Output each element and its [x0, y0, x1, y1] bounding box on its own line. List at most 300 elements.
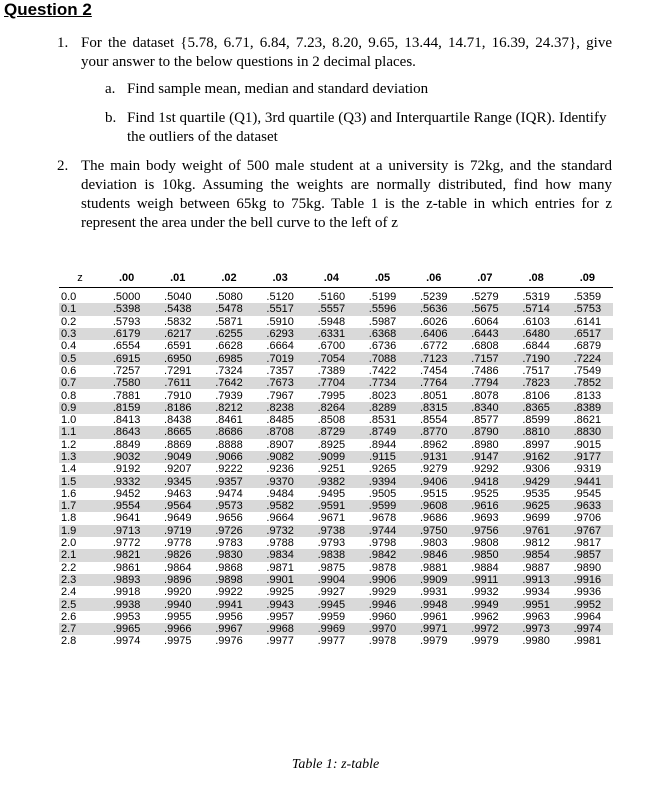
probability-cell: .9452	[112, 487, 141, 500]
probability-cell: .7549	[573, 364, 602, 377]
probability-cell: .9957	[266, 610, 294, 623]
table-row	[59, 365, 613, 377]
probability-cell: .7088	[357, 352, 408, 364]
probability-cell: .9474	[215, 487, 243, 500]
probability-cell: .9906	[357, 574, 408, 586]
z-value-cell: 1.5	[59, 475, 101, 487]
probability-cell: .9965	[101, 623, 152, 635]
probability-cell: .9960	[368, 610, 397, 623]
probability-cell: .9726	[203, 525, 254, 537]
table-row	[59, 512, 613, 524]
probability-cell: .9066	[203, 451, 254, 463]
z-table-header: .00	[101, 268, 152, 288]
probability-cell: .9904	[306, 574, 357, 586]
probability-cell: .7357	[266, 364, 294, 377]
probability-cell: .9251	[317, 463, 346, 476]
probability-cell: .9946	[357, 598, 408, 610]
table-row	[59, 623, 613, 635]
question-1a-letter: a.	[105, 81, 116, 97]
probability-cell: .8413	[112, 414, 141, 427]
probability-cell: .8888	[215, 438, 243, 451]
probability-cell: .8962	[419, 438, 448, 451]
probability-cell: .9463	[164, 487, 192, 500]
question-1a	[105, 80, 613, 99]
probability-cell: .9686	[419, 512, 448, 525]
probability-cell: .9656	[215, 512, 243, 525]
z-value-cell: 2.5	[59, 598, 101, 610]
probability-cell: .9901	[255, 574, 306, 586]
probability-cell: .6443	[459, 328, 510, 340]
probability-cell: .7257	[112, 364, 141, 377]
question-heading: Question 2	[4, 0, 92, 19]
probability-cell: .9515	[419, 487, 448, 500]
question-1-number: 1.	[57, 35, 69, 51]
probability-cell: .9972	[459, 623, 510, 635]
probability-cell: .9778	[164, 537, 192, 550]
probability-cell: .9929	[368, 586, 397, 599]
probability-cell: .9808	[471, 537, 499, 550]
z-table-header: .04	[306, 268, 357, 288]
probability-cell: .9871	[266, 561, 294, 574]
z-table-header: z	[59, 268, 101, 288]
z-value-cell: 1.1	[59, 426, 101, 438]
probability-cell: .9608	[408, 500, 459, 512]
probability-cell: .9279	[419, 463, 448, 476]
probability-cell: .9292	[471, 463, 499, 476]
probability-cell: .8869	[164, 438, 192, 451]
probability-cell: .9951	[511, 598, 562, 610]
probability-cell: .6591	[164, 340, 192, 353]
z-value-cell: 2.6	[61, 610, 77, 623]
probability-cell: .9956	[215, 610, 243, 623]
probability-cell: .8686	[203, 426, 254, 438]
probability-cell: .9573	[203, 500, 254, 512]
probability-cell: .7454	[419, 364, 448, 377]
table-row	[59, 598, 613, 610]
question-1b-text: Find 1st quartile (Q1), 3rd quartile (Q3) and Interquartile Range (IQR). Identify the outliers of the dataset	[127, 110, 607, 145]
probability-cell: .5040	[164, 291, 192, 304]
probability-cell: .9222	[215, 463, 243, 476]
probability-cell: .9693	[471, 512, 499, 525]
probability-cell: .9898	[203, 574, 254, 586]
probability-cell: .5239	[419, 291, 448, 304]
probability-cell: .8531	[368, 414, 397, 427]
probability-cell: .9850	[459, 549, 510, 561]
probability-cell: .6217	[152, 328, 203, 340]
probability-cell: .9332	[101, 475, 152, 487]
probability-cell: .8980	[471, 438, 499, 451]
table-row	[59, 414, 613, 426]
z-table-header: .07	[459, 268, 510, 288]
z-value-cell: 0.0	[61, 291, 77, 304]
probability-cell: .9750	[408, 525, 459, 537]
probability-cell: .9706	[573, 512, 602, 525]
probability-cell: .9821	[101, 549, 152, 561]
probability-cell: .8577	[471, 414, 499, 427]
probability-cell: .5359	[573, 291, 602, 304]
probability-cell: .8643	[101, 426, 152, 438]
z-table-header: .05	[357, 268, 408, 288]
probability-cell: .9868	[215, 561, 243, 574]
probability-cell: .9971	[408, 623, 459, 635]
probability-cell: .9345	[152, 475, 203, 487]
probability-cell: .6480	[511, 328, 562, 340]
probability-cell: .9932	[471, 586, 499, 599]
probability-cell: .9977	[266, 635, 294, 648]
probability-cell: .8461	[215, 414, 243, 427]
z-value-cell: 0.6	[61, 364, 77, 377]
probability-cell: .8708	[255, 426, 306, 438]
probability-cell: .9357	[203, 475, 254, 487]
probability-cell: .9319	[573, 463, 602, 476]
table-row	[59, 586, 613, 598]
probability-cell: .9934	[522, 586, 550, 599]
probability-cell: .9767	[562, 525, 613, 537]
probability-cell: .7123	[408, 352, 459, 364]
probability-cell: .7673	[255, 377, 306, 389]
z-table-header: .08	[511, 268, 562, 288]
question-1-text: For the dataset {5.78, 6.71, 6.84, 7.23, 8.20, 9.65, 13.44, 14.71, 16.39, 24.37}, give your answer to the below questions in 2 decimal places.	[81, 35, 612, 70]
probability-cell: .9893	[101, 574, 152, 586]
z-value-cell: 1.2	[61, 438, 77, 451]
probability-cell: .9015	[573, 438, 602, 451]
table-row	[59, 377, 613, 389]
probability-cell: .9979	[419, 635, 448, 648]
z-table-header-row	[59, 268, 613, 288]
probability-cell: .9970	[357, 623, 408, 635]
probability-cell: .9049	[152, 451, 203, 463]
probability-cell: .9979	[471, 635, 499, 648]
probability-cell: .9881	[419, 561, 448, 574]
table-row	[59, 328, 613, 340]
probability-cell: .9952	[562, 598, 613, 610]
question-1	[57, 34, 612, 72]
probability-cell: .6331	[306, 328, 357, 340]
table-row	[59, 574, 613, 586]
probability-cell: .6664	[266, 340, 294, 353]
table-row	[59, 402, 613, 414]
probability-cell: .7486	[471, 364, 499, 377]
probability-cell: .5000	[112, 291, 141, 304]
probability-cell: .9505	[368, 487, 397, 500]
probability-cell: .9394	[357, 475, 408, 487]
question-2-number: 2.	[57, 158, 69, 174]
probability-cell: .6808	[471, 340, 499, 353]
probability-cell: .6950	[152, 352, 203, 364]
probability-cell: .9945	[306, 598, 357, 610]
table-row	[59, 303, 613, 315]
probability-cell: .9147	[459, 451, 510, 463]
probability-cell: .5319	[522, 291, 550, 304]
z-value-cell: 1.8	[61, 512, 77, 525]
z-table-header: .09	[562, 268, 613, 288]
table-row	[59, 451, 613, 463]
probability-cell: .8485	[266, 414, 294, 427]
probability-cell: .7389	[317, 364, 346, 377]
probability-cell: .8810	[511, 426, 562, 438]
question-1a-text: Find sample mean, median and standard deviation	[127, 81, 429, 97]
probability-cell: .9699	[522, 512, 550, 525]
probability-cell: .9966	[152, 623, 203, 635]
probability-cell: .7764	[408, 377, 459, 389]
probability-cell: .7054	[306, 352, 357, 364]
probability-cell: .9955	[164, 610, 192, 623]
probability-cell: .9306	[522, 463, 550, 476]
probability-cell: .8997	[522, 438, 550, 451]
probability-cell: .9936	[573, 586, 602, 599]
probability-cell: .6293	[255, 328, 306, 340]
probability-cell: .9793	[317, 537, 346, 550]
probability-cell: .9177	[562, 451, 613, 463]
probability-cell: .9082	[255, 451, 306, 463]
probability-cell: .5596	[357, 303, 408, 315]
probability-cell: .9967	[203, 623, 254, 635]
probability-cell: .7910	[164, 389, 192, 402]
z-value-cell: 2.7	[59, 623, 101, 635]
probability-cell: .9236	[266, 463, 294, 476]
probability-cell: .6368	[357, 328, 408, 340]
probability-cell: .9974	[562, 623, 613, 635]
table-row	[59, 611, 613, 623]
probability-cell: .6255	[203, 328, 254, 340]
probability-cell: .9616	[459, 500, 510, 512]
probability-cell: .9838	[306, 549, 357, 561]
z-value-cell: 0.9	[59, 402, 101, 414]
probability-cell: .7823	[511, 377, 562, 389]
z-value-cell: 0.5	[59, 352, 101, 364]
probability-cell: .9884	[471, 561, 499, 574]
probability-cell: .9909	[408, 574, 459, 586]
probability-cell: .7517	[522, 364, 550, 377]
probability-cell: .9875	[317, 561, 346, 574]
probability-cell: .6103	[522, 315, 550, 328]
probability-cell: .8729	[306, 426, 357, 438]
probability-cell: .6141	[573, 315, 602, 328]
probability-cell: .9664	[266, 512, 294, 525]
probability-cell: .8749	[357, 426, 408, 438]
table-row	[59, 316, 613, 328]
probability-cell: .7967	[266, 389, 294, 402]
probability-cell: .9931	[419, 586, 448, 599]
probability-cell: .7995	[317, 389, 346, 402]
probability-cell: .5987	[368, 315, 397, 328]
z-value-cell: 1.4	[61, 463, 77, 476]
probability-cell: .9890	[573, 561, 602, 574]
probability-cell: .8830	[562, 426, 613, 438]
probability-cell: .7422	[368, 364, 397, 377]
probability-cell: .9265	[368, 463, 397, 476]
z-value-cell: 2.1	[59, 549, 101, 561]
probability-cell: .5557	[306, 303, 357, 315]
probability-cell: .9713	[101, 525, 152, 537]
probability-cell: .7611	[152, 377, 203, 389]
probability-cell: .9953	[112, 610, 141, 623]
probability-cell: .9192	[112, 463, 141, 476]
z-value-cell: 2.4	[61, 586, 77, 599]
probability-cell: .9962	[471, 610, 499, 623]
probability-cell: .9783	[215, 537, 243, 550]
probability-cell: .8508	[317, 414, 346, 427]
probability-cell: .9949	[459, 598, 510, 610]
z-value-cell: 1.6	[61, 487, 77, 500]
probability-cell: .7642	[203, 377, 254, 389]
probability-cell: .9938	[101, 598, 152, 610]
probability-cell: .5199	[368, 291, 397, 304]
probability-cell: .8770	[408, 426, 459, 438]
probability-cell: .9370	[255, 475, 306, 487]
table-row	[59, 488, 613, 500]
probability-cell: .6406	[408, 328, 459, 340]
probability-cell: .9948	[408, 598, 459, 610]
probability-cell: .9922	[215, 586, 243, 599]
probability-cell: .8849	[112, 438, 141, 451]
probability-cell: .9732	[255, 525, 306, 537]
probability-cell: .8238	[255, 402, 306, 414]
probability-cell: .9964	[573, 610, 602, 623]
probability-cell: .9591	[306, 500, 357, 512]
probability-cell: .9943	[255, 598, 306, 610]
z-value-cell: 1.7	[59, 500, 101, 512]
probability-cell: .6179	[101, 328, 152, 340]
table-row	[59, 439, 613, 451]
probability-cell: .9798	[368, 537, 397, 550]
probability-cell: .9803	[419, 537, 448, 550]
probability-cell: .5517	[255, 303, 306, 315]
probability-cell: .9671	[317, 512, 346, 525]
probability-cell: .6026	[419, 315, 448, 328]
probability-cell: .7852	[562, 377, 613, 389]
table-caption: Table 1: z-table	[291, 757, 380, 772]
probability-cell: .8438	[164, 414, 192, 427]
probability-cell: .9887	[522, 561, 550, 574]
probability-cell: .9861	[112, 561, 141, 574]
probability-cell: .6915	[101, 352, 152, 364]
probability-cell: .9842	[357, 549, 408, 561]
probability-cell: .9641	[112, 512, 141, 525]
probability-cell: .9633	[562, 500, 613, 512]
probability-cell: .5871	[215, 315, 243, 328]
table-row	[59, 475, 613, 487]
probability-cell: .9115	[357, 451, 408, 463]
probability-cell: .5636	[408, 303, 459, 315]
probability-cell: .9207	[164, 463, 192, 476]
table-row	[59, 288, 613, 304]
probability-cell: .7881	[112, 389, 141, 402]
table-row	[59, 635, 613, 647]
probability-cell: .9963	[522, 610, 550, 623]
probability-cell: .9864	[164, 561, 192, 574]
probability-cell: .9974	[112, 635, 141, 648]
probability-cell: .5675	[459, 303, 510, 315]
probability-cell: .9975	[164, 635, 192, 648]
probability-cell: .9846	[408, 549, 459, 561]
probability-cell: .9554	[101, 500, 152, 512]
probability-cell: .6517	[562, 328, 613, 340]
table-row	[59, 463, 613, 475]
probability-cell: .8133	[573, 389, 602, 402]
probability-cell: .8186	[152, 402, 203, 414]
probability-cell: .9913	[511, 574, 562, 586]
probability-cell: .9738	[306, 525, 357, 537]
probability-cell: .7734	[357, 377, 408, 389]
probability-cell: .9911	[459, 574, 510, 586]
probability-cell: .9678	[368, 512, 397, 525]
probability-cell: .7190	[511, 352, 562, 364]
probability-cell: .9969	[306, 623, 357, 635]
probability-cell: .9788	[266, 537, 294, 550]
z-value-cell: 0.8	[61, 389, 77, 402]
z-table	[59, 268, 613, 648]
probability-cell: .9429	[511, 475, 562, 487]
probability-cell: .9525	[471, 487, 499, 500]
probability-cell: .9162	[511, 451, 562, 463]
z-value-cell: 2.3	[59, 574, 101, 586]
z-value-cell: 1.3	[59, 451, 101, 463]
probability-cell: .8599	[522, 414, 550, 427]
probability-cell: .6628	[215, 340, 243, 353]
probability-cell: .9625	[511, 500, 562, 512]
probability-cell: .9959	[317, 610, 346, 623]
z-table-header: .02	[203, 268, 254, 288]
z-value-cell: 2.8	[61, 635, 77, 648]
probability-cell: .9826	[152, 549, 203, 561]
table-row	[59, 389, 613, 401]
probability-cell: .5910	[266, 315, 294, 328]
probability-cell: .9564	[152, 500, 203, 512]
probability-cell: .9582	[255, 500, 306, 512]
z-value-cell: 0.7	[59, 377, 101, 389]
probability-cell: .7224	[562, 352, 613, 364]
probability-cell: .5478	[203, 303, 254, 315]
z-value-cell: 1.9	[59, 525, 101, 537]
probability-cell: .9927	[317, 586, 346, 599]
table-row	[59, 549, 613, 561]
probability-cell: .9916	[562, 574, 613, 586]
probability-cell: .5714	[511, 303, 562, 315]
probability-cell: .7019	[255, 352, 306, 364]
z-table-header: .01	[152, 268, 203, 288]
probability-cell: .7939	[215, 389, 243, 402]
probability-cell: .8621	[573, 414, 602, 427]
z-table-body	[59, 288, 613, 648]
probability-cell: .9854	[511, 549, 562, 561]
probability-cell: .5832	[164, 315, 192, 328]
probability-cell: .9545	[573, 487, 602, 500]
probability-cell: .8944	[368, 438, 397, 451]
probability-cell: .9406	[408, 475, 459, 487]
probability-cell: .8289	[357, 402, 408, 414]
question-2	[57, 157, 612, 233]
probability-cell: .9980	[522, 635, 550, 648]
probability-cell: .5438	[152, 303, 203, 315]
question-1b	[105, 109, 613, 147]
probability-cell: .8907	[266, 438, 294, 451]
probability-cell: .7291	[164, 364, 192, 377]
probability-cell: .9756	[459, 525, 510, 537]
question-2-text: The main body weight of 500 male student at a university is 72kg, and the standard deviation is 10kg. Assuming the weights are normally distributed, find how many students weigh between 65kg to 75kg. Table 1 is the z-table in which entries for z represent the area under the bell curve to the left of z	[81, 158, 612, 231]
probability-cell: .9978	[368, 635, 397, 648]
z-table-header: .06	[408, 268, 459, 288]
probability-cell: .6844	[522, 340, 550, 353]
question-1b-letter: b.	[105, 110, 117, 126]
probability-cell: .8078	[471, 389, 499, 402]
probability-cell: .9973	[511, 623, 562, 635]
probability-cell: .9834	[255, 549, 306, 561]
z-value-cell: 0.1	[59, 303, 101, 315]
probability-cell: .9857	[562, 549, 613, 561]
probability-cell: .9772	[112, 537, 141, 550]
probability-cell: .9441	[562, 475, 613, 487]
